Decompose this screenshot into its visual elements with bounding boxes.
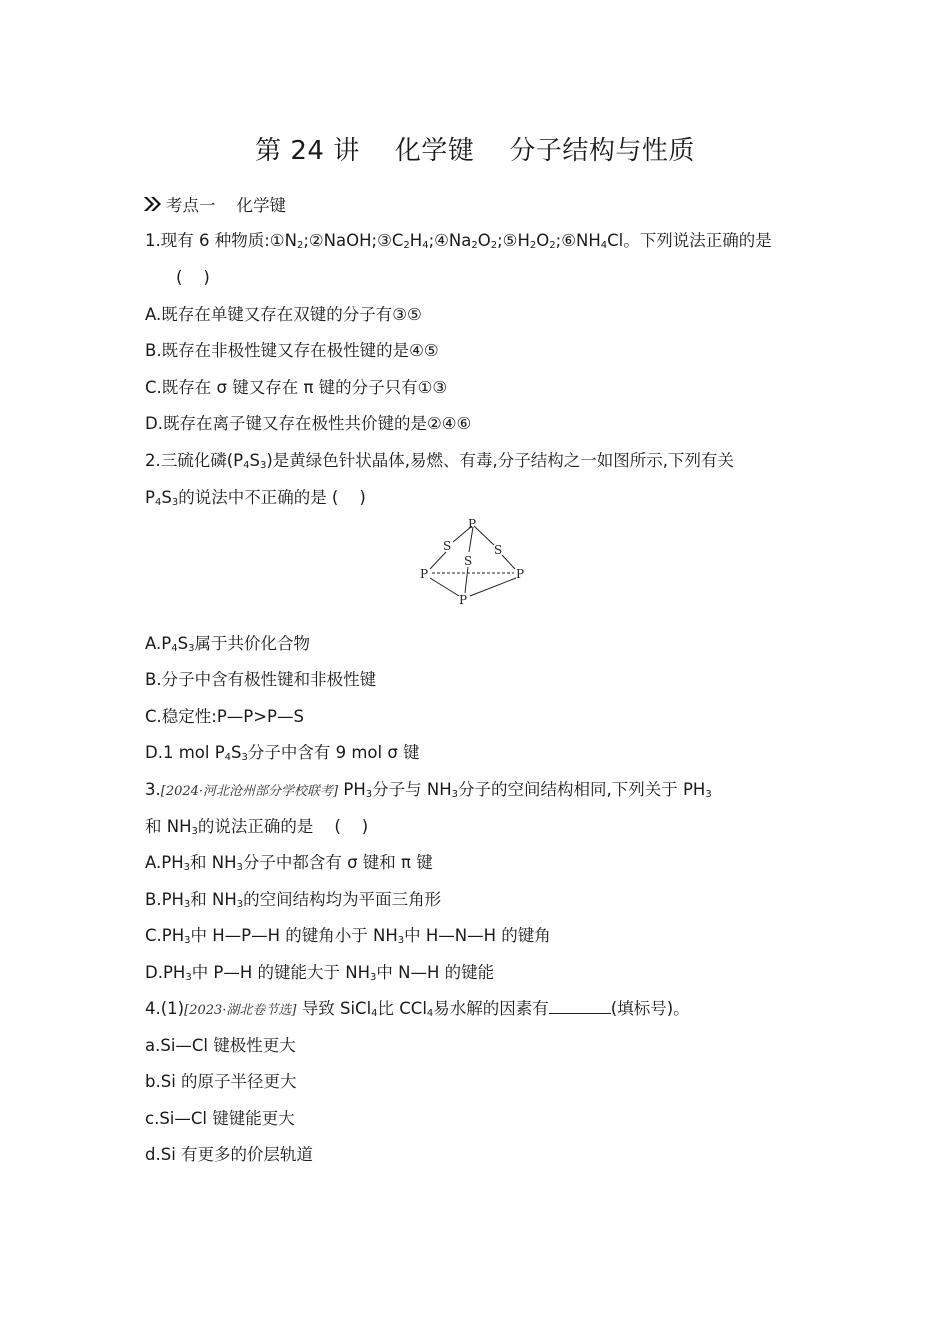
atom-s-right: S bbox=[494, 543, 503, 557]
q3-option-c: $C.PH_3$中 H—P—H 的键角小于 $NH_3$中 H—N—H 的键角 bbox=[145, 926, 551, 946]
q3-source: [2024·河北沧州部分学校联考] bbox=[160, 784, 339, 799]
q1-option-b: B.既存在非极性键又存在极性键的是④⑤ bbox=[145, 341, 439, 360]
q1-option-c: C.既存在 σ 键又存在 π 键的分子只有①③ bbox=[145, 378, 448, 397]
q4-option-b: b.Si 的原子半径更大 bbox=[145, 1072, 297, 1091]
atom-s-left: S bbox=[443, 539, 452, 553]
atom-s-center: S bbox=[464, 554, 473, 568]
q3-stem-line2: 和 $NH_3$的说法正确的是 ( ) bbox=[145, 817, 369, 837]
q4-option-a: a.Si—Cl 键极性更大 bbox=[145, 1036, 296, 1055]
q3-option-d: $D.PH_3$中 P—H 的键能大于 $NH_3$中 N—H 的键能 bbox=[145, 963, 495, 983]
section-heading bbox=[143, 192, 286, 216]
q2-option-d: D.1 mol $P_4S_3$分子中含有 9 mol σ 键 bbox=[145, 743, 420, 763]
q3-stem-line1: 3.[2024·河北沧州部分学校联考] $PH_3$分子与 $NH_3$分子的空间结构相同,下列关于 $PH_3$ bbox=[145, 780, 712, 800]
page-title: 第 24 讲 化学键 分子结构与性质 bbox=[255, 136, 695, 166]
atom-p-top: P bbox=[468, 517, 477, 531]
q2-option-b: B.分子中含有极性键和非极性键 bbox=[145, 670, 377, 689]
q4-option-d: d.Si 有更多的价层轨道 bbox=[145, 1145, 314, 1164]
answer-blank[interactable] bbox=[549, 999, 611, 1014]
q1-option-d: D.既存在离子键又存在极性共价键的是②④⑥ bbox=[145, 414, 472, 433]
q1-answer-paren: ( ) bbox=[176, 268, 210, 287]
q1-stem: 1.现有 6 种物质$:①N_2;②NaOH;③C_2H_4;④Na_2O_2;⑤H_2O_2;⑥NH_4Cl$。下列说法正确的是 bbox=[145, 231, 772, 251]
q4-option-c: c.Si—Cl 键键能更大 bbox=[145, 1109, 295, 1128]
section-label: 考点一 化学键 bbox=[166, 196, 286, 215]
q4-stem: 4.(1)[2023·湖北卷节选] 导致 SiCl$_4$比 CCl$_4$易水解的因素有 (填标号)。 bbox=[145, 999, 690, 1019]
atom-p-right: P bbox=[516, 567, 525, 581]
q1-option-a: A.既存在单键又存在双键的分子有③⑤ bbox=[145, 305, 422, 324]
q2-stem-line2: $P_4S_3$的说法中不正确的是 ( ) bbox=[145, 488, 366, 508]
q2-stem-line1: 2.三硫化磷$(P_4S_3)$是黄绿色针状晶体,易燃、有毒,分子结构之一如图所示,下列有关 bbox=[145, 451, 735, 471]
atom-p-bottom: P bbox=[459, 593, 468, 607]
double-chevron-icon bbox=[143, 196, 163, 212]
atom-p-left: P bbox=[420, 567, 429, 581]
p4s3-structure-diagram bbox=[410, 512, 540, 612]
q4-source: [2023·湖北卷节选] bbox=[184, 1003, 297, 1018]
q3-option-b: $B.PH_3$和 $NH_3$的空间结构均为平面三角形 bbox=[145, 890, 442, 910]
q2-option-c: C.稳定性:P—P>P—S bbox=[145, 707, 304, 726]
q2-option-a: $A.P_4S_3$属于共价化合物 bbox=[145, 634, 310, 654]
q3-option-a: $A.PH_3$和 $NH_3$分子中都含有 σ 键和 π 键 bbox=[145, 853, 433, 873]
